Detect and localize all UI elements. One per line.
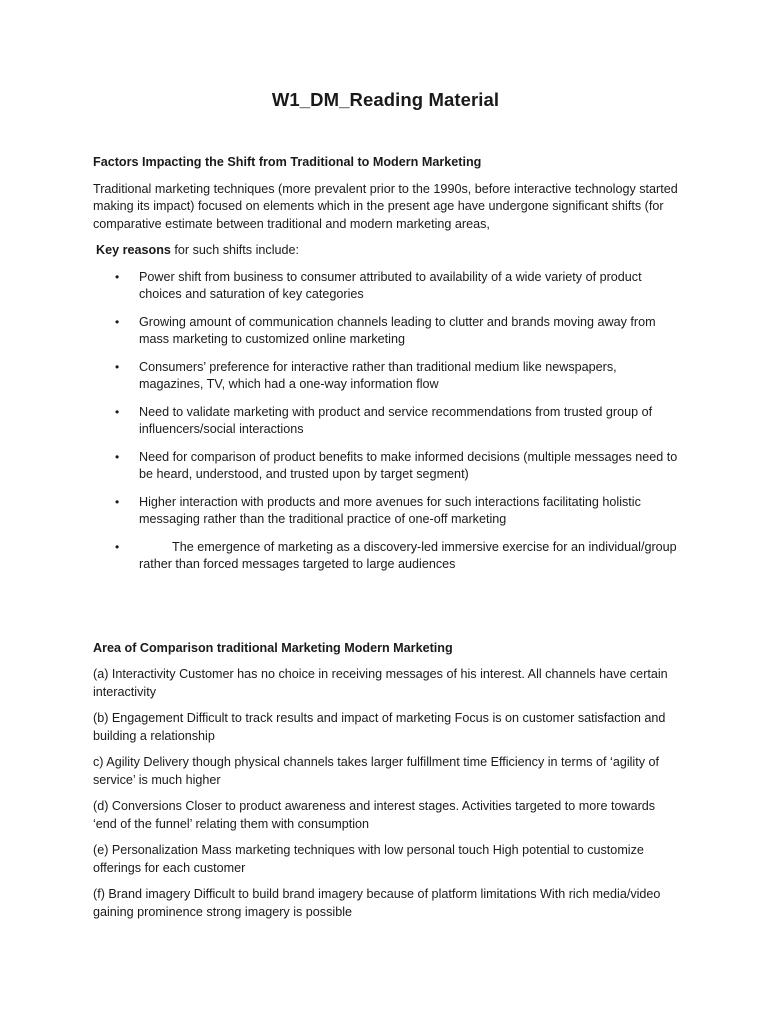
list-item [93,449,678,484]
intro-paragraph: Traditional marketing techniques (more prevalent prior to the 1990s, before interactive technology started making its impact) focused on elements which in the present age have undergone significant shifts (for comparative estimate between traditional and modern marketing areas, [93,181,678,231]
list-item-text: Need for comparison of product benefits to make informed decisions (multiple messages need to be heard, understood, and trusted upon by target segment) [139,449,678,481]
section-heading-comparison: Area of Comparison traditional Marketing Modern Marketing [93,640,453,655]
comparison-item: (e) Personalization Mass marketing techniques with low personal touch High potential to customize offerings for each customer [93,843,644,875]
list-item-text: Need to validate marketing with product and service recommendations from trusted group of influencers/social interactions [139,404,653,436]
list-item-text: Growing amount of communication channels leading to clutter and brands moving away from mass marketing to customized online marketing [139,314,656,346]
key-reasons-bold: Key reasons [96,243,171,257]
comparison-item: (b) Engagement Difficult to track results and impact of marketing Focus is on customer satisfaction and building a relationship [93,711,666,743]
bullet-icon: • [115,359,120,374]
key-reasons-line [93,242,678,260]
list-item [93,314,678,349]
list-item [93,404,678,439]
bullet-icon: • [115,269,120,284]
section-spacer [93,584,678,640]
comparison-item: c) Agility Delivery though physical channels takes larger fulfillment time Efficiency in terms of ‘agility of service’ is much higher [93,755,660,787]
comparison-item: (f) Brand imagery Difficult to build brand imagery because of platform limitations With rich media/video gaining prominence strong imagery is possible [93,887,661,919]
list-item [93,539,678,574]
comparison-item: (a) Interactivity Customer has no choice in receiving messages of his interest. All channels have certain interactivity [93,667,668,699]
bullet-icon: • [115,314,120,329]
bullet-icon: • [115,539,120,554]
list-item-text: Higher interaction with products and more avenues for such interactions facilitating holistic messaging rather than the traditional practice of one-off marketing [139,494,641,526]
list-item-text: Power shift from business to consumer attributed to availability of a wide variety of product choices and saturation of key categories [139,269,642,301]
list-item-text: Consumers’ preference for interactive rather than traditional medium like newspapers, magazines, TV, which had a one-way information flow [139,359,617,391]
list-item [93,359,678,394]
bullet-icon: • [115,404,120,419]
reasons-list [93,269,678,574]
key-reasons-rest: for such shifts include: [170,243,300,257]
bullet-icon: • [115,494,120,509]
list-item [93,494,678,529]
list-item [93,269,678,304]
list-item-text: The emergence of marketing as a discovery-led immersive exercise for an individual/group rather than forced messages targeted to large audiences [139,539,677,571]
document-page [93,88,678,930]
document-title: W1_DM_Reading Material [271,89,500,110]
section-heading-factors: Factors Impacting the Shift from Traditional to Modern Marketing [93,155,482,169]
bullet-icon: • [115,449,120,464]
comparison-item: (d) Conversions Closer to product awareness and interest stages. Activities targeted to more towards ‘end of the funnel’ relating them with consumption [93,799,656,831]
